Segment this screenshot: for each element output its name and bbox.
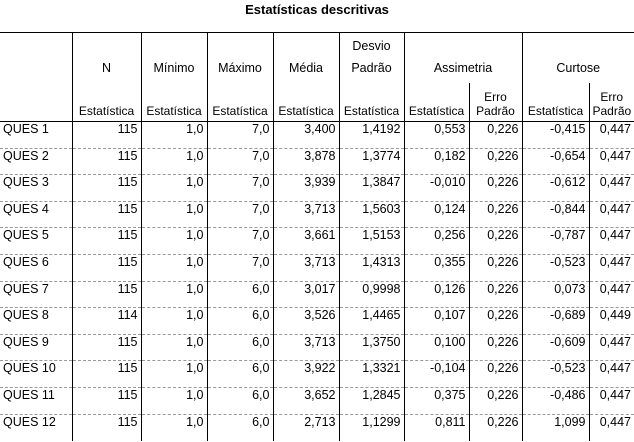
header-desvio-line2: Padrão: [351, 61, 392, 75]
subheader-media-estatistica: Estatística: [273, 83, 339, 122]
table-row: [0, 228, 634, 255]
row-label: QUES 11: [0, 387, 72, 414]
cell-assim-err: 0,226: [469, 334, 522, 361]
cell-assim: 0,355: [404, 254, 469, 281]
cell-curt-err: 0,447: [589, 122, 634, 149]
cell-assim: 0,553: [404, 122, 469, 149]
row-label: QUES 10: [0, 361, 72, 388]
table-row: [0, 122, 634, 149]
row-label: QUES 4: [0, 201, 72, 228]
cell-media: 3,922: [273, 361, 339, 388]
cell-n: 115: [72, 414, 141, 441]
cell-dp: 1,3847: [339, 175, 404, 202]
cell-media: 3,713: [273, 201, 339, 228]
table-title: Estatísticas descritivas: [245, 2, 389, 17]
subheader-dp-estatistica: Estatística: [339, 83, 404, 122]
cell-dp: 1,2845: [339, 387, 404, 414]
subheader-assimetria-erro: [469, 83, 522, 122]
cell-min: 1,0: [141, 387, 207, 414]
corner-cell-bottom: [0, 83, 72, 122]
cell-media: 3,400: [273, 122, 339, 149]
header-desvio-padrao: [339, 33, 404, 84]
row-label: QUES 12: [3, 414, 56, 429]
cell-min: 1,0: [141, 228, 207, 255]
cell-curt-err: 0,447: [589, 175, 634, 202]
cell-media: 3,652: [273, 387, 339, 414]
cell-n: 115: [72, 254, 141, 281]
cell-dp: 1,5603: [339, 201, 404, 228]
cell-n: 115: [72, 201, 141, 228]
header-n: N: [72, 33, 141, 84]
row-label: QUES 3: [0, 175, 72, 202]
cell-max: 7,0: [207, 175, 273, 202]
cell-n: 115: [72, 281, 141, 308]
cell-media: 3,713: [273, 334, 339, 361]
cell-min: 1,0: [141, 361, 207, 388]
cell-n: 115: [72, 175, 141, 202]
cell-n: 115: [72, 148, 141, 175]
erro-line2: Padrão: [476, 104, 515, 118]
cell-assim: 0,126: [404, 281, 469, 308]
erro-line2: Padrão: [592, 104, 632, 118]
cell-dp: 1,4465: [339, 308, 404, 335]
cell-assim-err: 0,226: [469, 228, 522, 255]
table-row: [0, 414, 634, 441]
cell-dp: 1,5153: [339, 228, 404, 255]
cell-n: 114: [72, 308, 141, 335]
cell-max: 6,0: [207, 361, 273, 388]
cell-media: 2,713: [273, 414, 339, 441]
cell-assim: 0,107: [404, 308, 469, 335]
cell-min: 1,0: [141, 148, 207, 175]
table-row: [0, 175, 634, 202]
row-label: QUES 9: [0, 334, 72, 361]
cell-curt-err: 0,447: [589, 228, 634, 255]
subheader-assimetria-estatistica: Estatística: [404, 83, 469, 122]
cell-max: 7,0: [207, 201, 273, 228]
cell-min: 1,0: [141, 254, 207, 281]
cell-assim: 0,811: [404, 414, 469, 441]
cell-dp: 1,1299: [339, 414, 404, 441]
cell-n: 115: [72, 122, 141, 149]
cell-assim-err: 0,226: [469, 201, 522, 228]
cell-assim: 0,100: [404, 334, 469, 361]
cell-dp: 1,4192: [339, 122, 404, 149]
cell-max: 6,0: [207, 334, 273, 361]
cell-max: 6,0: [207, 308, 273, 335]
subheader-n-estatistica: Estatística: [72, 83, 141, 122]
cell-assim-err: 0,226: [469, 387, 522, 414]
erro-line1: Erro: [600, 90, 624, 104]
cell-media: 3,939: [273, 175, 339, 202]
cell-media: 3,713: [273, 254, 339, 281]
cell-assim-err: 0,226: [469, 414, 522, 441]
table-row: [0, 308, 634, 335]
cell-n: 115: [72, 361, 141, 388]
cell-curt-err: 0,447: [589, 148, 634, 175]
table-row: [0, 281, 634, 308]
cell-assim-err: 0,226: [469, 122, 522, 149]
cell-curt: 0,073: [522, 281, 589, 308]
cell-curt-err: 0,447: [589, 334, 634, 361]
cell-min: 1,0: [141, 281, 207, 308]
cell-assim: 0,182: [404, 148, 469, 175]
cell-n: 115: [72, 387, 141, 414]
cell-max: 7,0: [207, 228, 273, 255]
cell-assim-err: 0,226: [469, 281, 522, 308]
table-row: [0, 201, 634, 228]
cell-curt: -0,612: [522, 175, 589, 202]
header-curtose: Curtose: [522, 33, 634, 84]
cell-max: 6,0: [207, 414, 273, 441]
cell-max: 7,0: [207, 122, 273, 149]
cell-assim: -0,010: [404, 175, 469, 202]
cell-curt: 1,099: [522, 414, 589, 441]
cell-curt-err: 0,449: [589, 308, 634, 335]
cell-curt: -0,415: [522, 122, 589, 149]
cell-dp: 1,3774: [339, 148, 404, 175]
cell-assim-err: 0,226: [469, 254, 522, 281]
row-label: QUES 1: [0, 122, 72, 149]
header-maximo: Máximo: [207, 33, 273, 84]
erro-line1: Erro: [484, 90, 507, 104]
subheader-minimo-estatistica: Estatística: [141, 83, 207, 122]
row-label: QUES 7: [0, 281, 72, 308]
cell-assim-err: 0,226: [469, 361, 522, 388]
descriptive-stats-table: [0, 32, 634, 441]
cell-assim: 0,375: [404, 387, 469, 414]
cell-min: 1,0: [141, 175, 207, 202]
header-minimo: Mínimo: [141, 33, 207, 84]
cell-min: 1,0: [141, 122, 207, 149]
cell-assim-err: 0,226: [469, 148, 522, 175]
cell-max: 7,0: [207, 148, 273, 175]
cell-assim-err: 0,226: [469, 175, 522, 202]
cell-curt-err: 0,447: [589, 201, 634, 228]
cell-max: 7,0: [207, 254, 273, 281]
cell-curt-err: 0,447: [589, 281, 634, 308]
cell-curt: -0,689: [522, 308, 589, 335]
cell-assim: -0,104: [404, 361, 469, 388]
cell-media: 3,661: [273, 228, 339, 255]
cell-media: 3,878: [273, 148, 339, 175]
table-row: [0, 148, 634, 175]
cell-min: 1,0: [141, 201, 207, 228]
cell-media: 3,526: [273, 308, 339, 335]
cell-assim: 0,256: [404, 228, 469, 255]
header-media: Média: [273, 33, 339, 84]
row-label: QUES 2: [0, 148, 72, 175]
cell-assim-err: 0,226: [469, 308, 522, 335]
cell-min: 1,0: [141, 334, 207, 361]
cell-n: 115: [72, 228, 141, 255]
cell-dp: 0,9998: [339, 281, 404, 308]
cell-curt: -0,523: [522, 361, 589, 388]
cell-media: 3,017: [273, 281, 339, 308]
cell-curt-err: 0,447: [589, 387, 634, 414]
cell-curt: -0,486: [522, 387, 589, 414]
subheader-maximo-estatistica: Estatística: [207, 83, 273, 122]
header-assimetria: Assimetria: [404, 33, 522, 84]
table-row: [0, 254, 634, 281]
row-label: QUES 6: [0, 254, 72, 281]
cell-curt-err: 0,447: [589, 361, 634, 388]
cell-curt: -0,654: [522, 148, 589, 175]
table-row: [0, 334, 634, 361]
cell-dp: 1,3750: [339, 334, 404, 361]
corner-cell: [0, 33, 72, 84]
cell-max: 6,0: [207, 281, 273, 308]
table-row: [0, 387, 634, 414]
cell-max: 6,0: [207, 387, 273, 414]
cell-curt: -0,523: [522, 254, 589, 281]
subheader-curtose-estatistica: Estatística: [522, 83, 589, 122]
header-desvio-line1: Desvio: [352, 39, 391, 53]
cell-dp: 1,4313: [339, 254, 404, 281]
row-label: QUES 8: [0, 308, 72, 335]
table-row: [0, 361, 634, 388]
cell-curt: -0,609: [522, 334, 589, 361]
subheader-curtose-erro: [589, 83, 634, 122]
cell-curt: -0,787: [522, 228, 589, 255]
cell-dp: 1,3321: [339, 361, 404, 388]
cell-curt-err: 0,447: [589, 414, 634, 441]
cell-n: 115: [72, 334, 141, 361]
cell-curt: -0,844: [522, 201, 589, 228]
cell-min: 1,0: [141, 414, 207, 441]
cell-curt-err: 0,447: [589, 254, 634, 281]
row-label: QUES 5: [0, 228, 72, 255]
cell-min: 1,0: [141, 308, 207, 335]
cell-assim: 0,124: [404, 201, 469, 228]
